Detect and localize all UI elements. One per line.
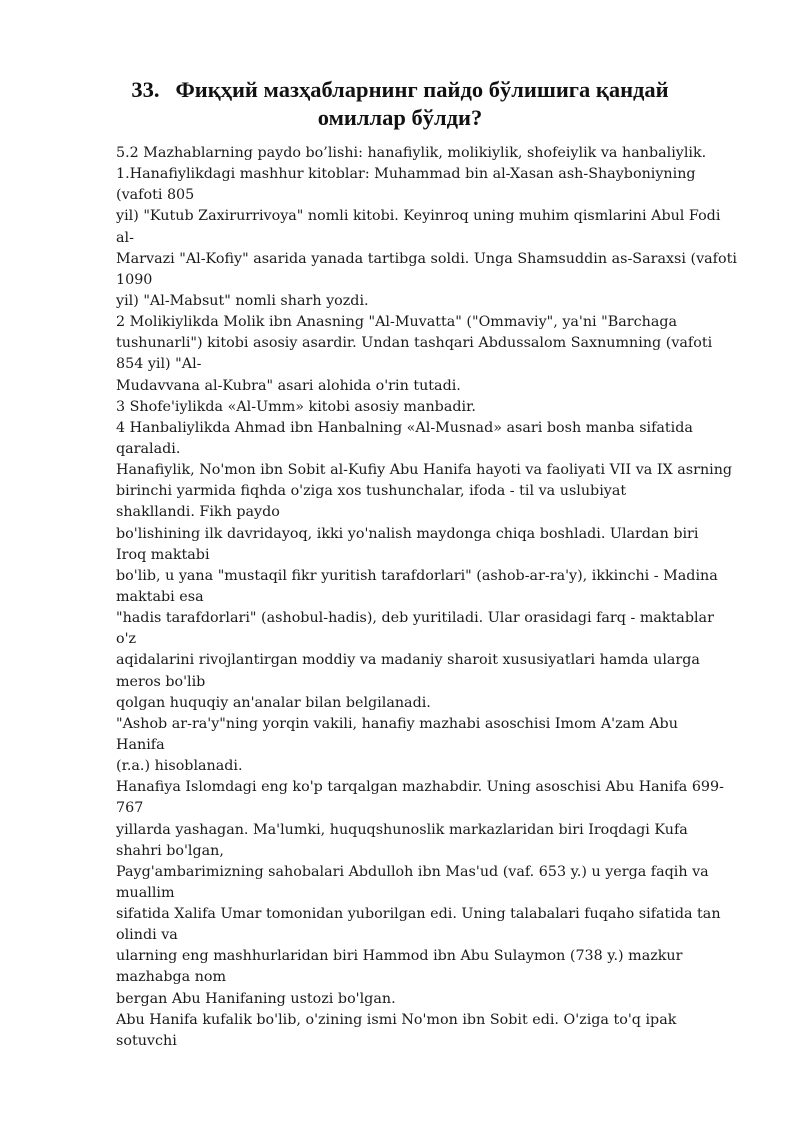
text-line: Abu Hanifa kufalik bo'lib, o'zining ismi No'mon ibn Sobit edi. O'ziga to'q ipak <box>116 1011 677 1028</box>
text-line: 2 Molikiylikda Molik ibn Anasning "Al-Muvatta" ("Ommaviy", ya'ni "Barchaga <box>116 314 678 331</box>
text-line: 4 Hanbaliylikda Ahmad ibn Hanbalning «Al-Musnad» asari bosh manba sifatida <box>116 419 693 436</box>
text-line: yil) "Kutub Zaxirurrivoya" nomli kitobi. Keyinroq uning muhim qismlarini Abul Fodi <box>116 208 721 225</box>
text-line: Hanafiya Islomdagi eng ko'p tarqalgan mazhabdir. Uning asoschisi Abu Hanifa 699- <box>116 779 724 796</box>
text-line: sifatida Xalifa Umar tomonidan yuborilgan edi. Uning talabalari fuqaho sifatida tan <box>116 906 721 923</box>
text-line: ularning eng mashhurlaridan biri Hammod ibn Abu Sulaymon (738 y.) mazkur <box>116 948 683 965</box>
text-line: 1.Hanafiylikdagi mashhur kitoblar: Muhammad bin al-Xasan ash-Shayboniyning <box>116 166 696 183</box>
text-line: Mudavvana al-Kubra" asari alohida o'rin tutadi. <box>116 377 461 394</box>
text-line: 5.2 Mazhablarning paydo bo’lishi: hanafiylik, molikiylik, shofeiylik va hanbaliylik. <box>116 145 707 161</box>
text-line: tushunarli") kitobi asosiy asardir. Undan tashqari Abdussalom Saxnumning (vafoti <box>116 335 713 352</box>
text-line: qaraladi. <box>116 440 181 457</box>
text-line: mazhabga nom <box>116 969 227 986</box>
text-line: bo'lishining ilk davridayoq, ikki yo'nalish maydonga chiqa boshladi. Ulardan biri <box>116 525 699 542</box>
text-line: sotuvchi <box>116 1032 177 1049</box>
body-text <box>116 143 756 1052</box>
text-line: bo'lib, u yana "mustaqil fikr yuritish tarafdorlari" (ashob-ar-ra'y), ikkinchi - Madina <box>116 567 718 584</box>
text-line: 854 yil) "Al- <box>116 356 202 373</box>
text-line: al- <box>116 229 134 246</box>
text-line: "hadis tarafdorlari" (ashobul-hadis), deb yuritiladi. Ular orasidagi farq - maktablar <box>116 610 714 627</box>
text-line: "Ashob ar-ra'y"ning yorqin vakili, hanafiy mazhabi asoschisi Imom A'zam Abu <box>116 715 678 732</box>
text-line: muallim <box>116 884 175 901</box>
text-line: Marvazi "Al-Kofiy" asarida yanada tartibga soldi. Unga Shamsuddin as-Saraxsi (vafoti <box>116 250 737 267</box>
text-line: shahri bo'lgan, <box>116 842 224 859</box>
question-number: 33. <box>131 77 160 102</box>
title-line-2: омиллар бўлди? <box>317 105 483 130</box>
text-line: olindi va <box>116 927 178 944</box>
text-line: yillarda yashagan. Ma'lumki, huquqshunoslik markazlaridan biri Iroqdagi Kufa <box>116 821 688 838</box>
title-line-1 <box>60 76 740 104</box>
page-title <box>60 76 740 132</box>
text-line: bergan Abu Hanifaning ustozi bo'lgan. <box>116 990 396 1007</box>
text-line: Hanafiylik, No'mon ibn Sobit al-Kufiy Abu Hanifa hayoti va faoliyati VII va IX asrning <box>116 462 733 479</box>
text-line: meros bo'lib <box>116 673 206 690</box>
text-line: aqidalarini rivojlantirgan moddiy va madaniy sharoit xususiyatlari hamda ularga <box>116 652 700 669</box>
text-line: 1090 <box>116 271 153 288</box>
text-line: (vafoti 805 <box>116 187 195 204</box>
text-line: yil) "Al-Mabsut" nomli sharh yozdi. <box>116 292 369 309</box>
text-line: Payg'ambarimizning sahobalari Abdulloh ibn Mas'ud (vaf. 653 y.) u yerga faqih va <box>116 863 709 880</box>
text-line: maktabi esa <box>116 588 204 605</box>
text-line: Iroq maktabi <box>116 546 210 563</box>
text-line: birinchi yarmida fiqhda o'ziga xos tushunchalar, ifoda - til va uslubiyat <box>116 483 627 500</box>
text-line: (r.a.) hisoblanadi. <box>116 758 243 775</box>
text-line: Hanifa <box>116 736 165 753</box>
text-line: 3 Shofe'iylikda «Al-Umm» kitobi asosiy manbadir. <box>116 398 476 415</box>
text-line: qolgan huquqiy an'analar bilan belgilanadi. <box>116 694 431 711</box>
title-text-1: Фиқҳий мазҳабларнинг пайдо бўлишига қандай <box>175 77 669 102</box>
text-line: shakllandi. Fikh paydo <box>116 504 280 521</box>
text-line: 767 <box>116 800 144 817</box>
text-line: o'z <box>116 631 137 648</box>
